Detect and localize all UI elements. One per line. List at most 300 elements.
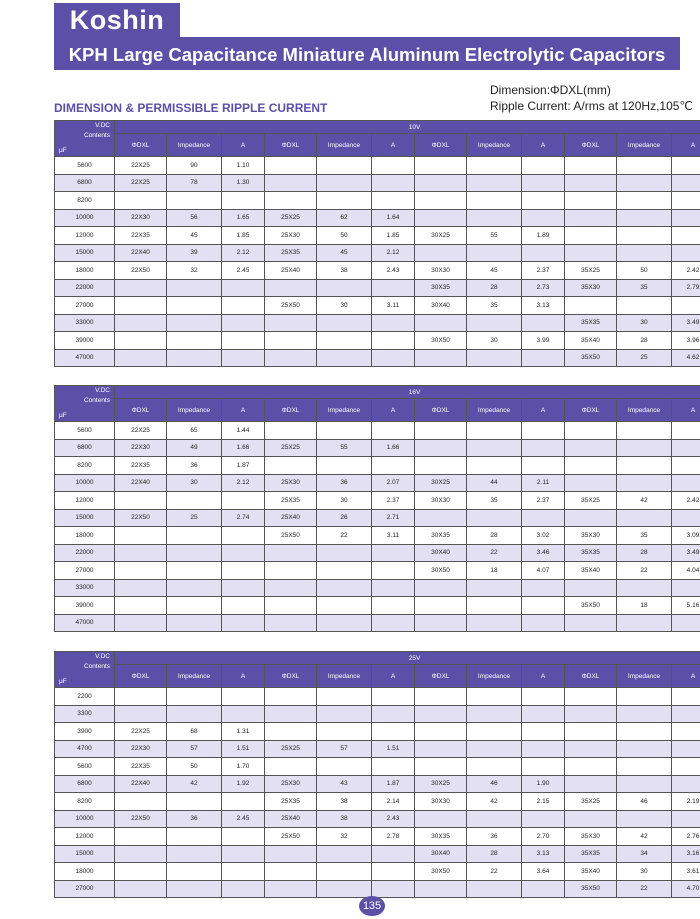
table-cell: 3.46 [522,544,565,562]
table-cell: 57 [167,740,222,758]
table-row [55,174,700,192]
table-cell: 30 [617,863,672,881]
table-row [55,793,700,811]
table-cell [317,597,372,615]
table-cell [522,439,565,457]
table-cell [617,474,672,492]
table-cell [522,579,565,597]
table-row [55,810,700,828]
table-cell [167,828,222,846]
table-cell: 35 [467,492,522,510]
table-cell [317,614,372,632]
table-cell [167,562,222,580]
table-cell: 25X35 [265,492,317,510]
capacitance-cell: 39000 [55,597,115,615]
capacitance-cell: 3300 [55,705,115,723]
table-cell: 55 [317,439,372,457]
table-cell [372,845,415,863]
table-cell [617,174,672,192]
table-cell: 1.89 [522,227,565,245]
table-cell [222,349,265,367]
table-cell: 3.13 [522,297,565,315]
table-cell [672,297,700,315]
table-cell [115,314,167,332]
table-cell [265,863,317,881]
table-cell: 57 [317,740,372,758]
table-cell [522,740,565,758]
table-cell: 3.11 [372,527,415,545]
column-header: A [222,134,265,157]
table-cell: 3.99 [522,332,565,350]
table-row [55,614,700,632]
capacitance-cell: 8200 [55,192,115,210]
table-row [55,422,700,440]
table-cell: 2.12 [222,244,265,262]
table-cell: 3.64 [522,863,565,881]
column-header: Impedance [167,399,222,422]
table-cell [222,332,265,350]
table-row [55,579,700,597]
table-cell [672,810,700,828]
table-cell [115,297,167,315]
table-cell: 42 [617,828,672,846]
table-cell [115,705,167,723]
capacitance-cell: 27000 [55,297,115,315]
table-cell [222,297,265,315]
table-cell: 30X50 [415,863,467,881]
table-cell: 1.65 [222,209,265,227]
table-cell: 25X50 [265,527,317,545]
table-cell [167,597,222,615]
table-cell: 1.87 [222,457,265,475]
table-cell: 2.70 [522,828,565,846]
table-cell [265,562,317,580]
table-cell [167,314,222,332]
table-cell: 25X40 [265,262,317,280]
table-cell: 30X40 [415,845,467,863]
table-cell [222,828,265,846]
table-row [55,297,700,315]
capacitance-cell: 2200 [55,688,115,706]
table-cell [222,880,265,898]
column-header: A [522,134,565,157]
table-cell [265,174,317,192]
table-corner-header [55,652,115,688]
page-title: KPH Large Capacitance Miniature Aluminum Electrolytic Capacitors [54,40,680,70]
table-cell [672,705,700,723]
table-row [55,845,700,863]
table-cell [617,227,672,245]
table-cell: 2.37 [522,492,565,510]
table-cell: 35X50 [565,880,617,898]
table-cell [167,705,222,723]
table-cell [415,614,467,632]
table-cell: 2.78 [372,828,415,846]
table-cell [617,688,672,706]
table-cell [317,880,372,898]
table-row [55,227,700,245]
column-header: ΦDXL [415,134,467,157]
table-cell [467,422,522,440]
table-cell [317,544,372,562]
table-cell: 35X30 [565,828,617,846]
table-cell [467,349,522,367]
table-cell: 25X35 [265,244,317,262]
table-cell: 36 [317,474,372,492]
column-header: A [522,399,565,422]
capacitance-cell: 12000 [55,227,115,245]
table-cell: 3.09 [672,527,700,545]
table-cell: 28 [467,845,522,863]
table-cell: 28 [617,332,672,350]
table-cell [317,422,372,440]
table-cell [372,579,415,597]
table-cell [167,492,222,510]
table-cell [372,174,415,192]
table-cell [467,597,522,615]
table-cell: 49 [167,439,222,457]
table-cell: 3.02 [522,527,565,545]
capacitance-cell: 15000 [55,509,115,527]
table-cell: 3.61 [672,863,700,881]
brand-logo: Koshin [54,3,180,37]
table-cell [317,688,372,706]
uf-label: μF [59,147,67,154]
table-cell: 25X35 [265,793,317,811]
table-cell: 56 [167,209,222,227]
table-cell [565,614,617,632]
column-header: ΦDXL [565,399,617,422]
table-cell: 22 [317,527,372,545]
table-cell: 28 [467,279,522,297]
table-cell: 62 [317,209,372,227]
table-cell: 30X50 [415,332,467,350]
table-cell [115,880,167,898]
table-cell [167,863,222,881]
vdc-label: V.DC [95,653,110,660]
capacitance-cell: 22000 [55,279,115,297]
table-cell [672,439,700,457]
table-cell: 25X25 [265,740,317,758]
table-cell [265,544,317,562]
table-cell [222,863,265,881]
ripple-current-note: Ripple Current: A/rms at 120Hz,105℃ [490,99,693,113]
table-row [55,758,700,776]
table-cell [372,422,415,440]
table-cell [115,828,167,846]
column-header: Impedance [317,134,372,157]
column-header: ΦDXL [415,665,467,688]
table-row [55,863,700,881]
table-cell: 38 [317,810,372,828]
table-cell: 2.43 [372,262,415,280]
table-cell [317,314,372,332]
table-cell: 30 [467,332,522,350]
table-cell: 25X30 [265,474,317,492]
table-cell [672,244,700,262]
table-cell [415,597,467,615]
capacitance-cell: 15000 [55,244,115,262]
capacitance-cell: 6800 [55,174,115,192]
table-cell [115,279,167,297]
table-cell [565,688,617,706]
table-row [55,314,700,332]
capacitance-cell: 5600 [55,157,115,175]
column-header: ΦDXL [265,399,317,422]
capacitance-cell: 12000 [55,828,115,846]
table-cell [167,349,222,367]
column-header: A [672,134,700,157]
table-row [55,880,700,898]
table-cell [565,579,617,597]
voltage-header: 25V [115,652,700,665]
table-cell [467,758,522,776]
table-cell [115,688,167,706]
table-cell [522,192,565,210]
table-cell [167,544,222,562]
capacitance-cell: 5600 [55,422,115,440]
table-cell: 44 [467,474,522,492]
table-corner-header [55,121,115,157]
table-cell [372,332,415,350]
capacitance-cell: 10000 [55,810,115,828]
table-cell [617,157,672,175]
table-cell [167,793,222,811]
table-cell: 30X25 [415,474,467,492]
table-cell [222,192,265,210]
table-cell [222,527,265,545]
table-cell [115,527,167,545]
table-cell: 38 [317,262,372,280]
table-cell: 1.31 [222,723,265,741]
table-row [55,349,700,367]
table-cell: 22X25 [115,422,167,440]
table-cell: 22X50 [115,810,167,828]
capacitance-cell: 4700 [55,740,115,758]
table-cell [265,314,317,332]
table-cell: 30X35 [415,828,467,846]
capacitance-cell: 6800 [55,439,115,457]
table-cell [565,758,617,776]
table-cell: 1.85 [222,227,265,245]
table-cell: 43 [317,775,372,793]
table-cell [265,688,317,706]
table-row [55,474,700,492]
table-cell [167,688,222,706]
table-cell [672,174,700,192]
table-cell [415,192,467,210]
capacitance-cell: 10000 [55,474,115,492]
table-cell: 22X30 [115,439,167,457]
table-cell: 32 [167,262,222,280]
column-header: A [222,665,265,688]
table-cell: 4.70 [672,880,700,898]
table-cell: 35X25 [565,492,617,510]
table-cell [617,810,672,828]
table-cell [467,244,522,262]
table-cell: 35 [617,279,672,297]
table-cell: 22 [617,562,672,580]
table-cell [617,422,672,440]
table-cell: 25X40 [265,509,317,527]
table-cell [415,457,467,475]
table-cell: 28 [617,544,672,562]
table-cell: 78 [167,174,222,192]
table-cell [617,723,672,741]
table-cell: 50 [617,262,672,280]
section-title: DIMENSION & PERMISSIBLE RIPPLE CURRENT [54,101,328,115]
table-cell: 1.44 [222,422,265,440]
table-cell [265,705,317,723]
table-row [55,192,700,210]
table-cell [565,157,617,175]
table-cell [222,793,265,811]
table-cell [467,209,522,227]
table-cell: 22 [467,544,522,562]
table-cell: 30X35 [415,279,467,297]
table-cell: 22X25 [115,157,167,175]
page-number: 135 [359,896,385,916]
column-header: A [372,665,415,688]
table-cell: 34 [617,845,672,863]
table-row [55,157,700,175]
table-cell [372,457,415,475]
table-cell [372,723,415,741]
table-cell [672,209,700,227]
table-cell [167,279,222,297]
table-cell [265,579,317,597]
table-cell [115,845,167,863]
table-cell [415,579,467,597]
table-cell: 22X40 [115,244,167,262]
table-cell [115,863,167,881]
table-cell: 50 [317,227,372,245]
table-cell: 4.07 [522,562,565,580]
table-cell [522,349,565,367]
table-cell: 2.14 [372,793,415,811]
table-cell [672,227,700,245]
table-cell [115,192,167,210]
table-cell [617,775,672,793]
table-cell: 22X40 [115,775,167,793]
table-cell: 35 [467,297,522,315]
table-cell: 1.64 [372,209,415,227]
table-cell: 36 [167,810,222,828]
table-cell: 1.66 [372,439,415,457]
table-cell [372,597,415,615]
table-cell: 30X30 [415,793,467,811]
table-cell: 36 [167,457,222,475]
table-cell [467,192,522,210]
table-cell: 30X25 [415,775,467,793]
table-row [55,457,700,475]
table-cell [617,740,672,758]
table-cell: 30 [317,492,372,510]
table-cell [222,562,265,580]
table-cell: 22X35 [115,227,167,245]
table-cell [565,775,617,793]
table-cell [565,474,617,492]
column-header: A [522,665,565,688]
table-cell [617,614,672,632]
table-cell: 25X25 [265,439,317,457]
table-cell [167,579,222,597]
capacitance-cell: 27000 [55,880,115,898]
table-cell [372,279,415,297]
table-cell: 90 [167,157,222,175]
table-cell: 38 [317,793,372,811]
table-cell: 2.42 [672,262,700,280]
table-cell: 5.16 [672,597,700,615]
table-corner-header [55,386,115,422]
table-cell [115,492,167,510]
table-cell [222,688,265,706]
table-cell [222,597,265,615]
table-cell [222,492,265,510]
table-cell: 2.15 [522,793,565,811]
table-cell: 25X25 [265,209,317,227]
table-cell [372,758,415,776]
table-cell [167,880,222,898]
table-cell: 35X35 [565,845,617,863]
table-cell [672,688,700,706]
table-row [55,527,700,545]
table-cell: 2.12 [372,244,415,262]
column-header: Impedance [317,665,372,688]
column-header: Impedance [617,665,672,688]
table-cell [265,758,317,776]
table-cell: 1.51 [372,740,415,758]
table-cell [265,192,317,210]
table-cell [222,705,265,723]
table-cell [522,723,565,741]
table-row [55,509,700,527]
table-cell [265,845,317,863]
spec-table-16v [54,385,700,632]
table-cell [265,349,317,367]
column-header: Impedance [617,399,672,422]
table-cell [617,297,672,315]
table-cell [522,880,565,898]
table-cell [467,314,522,332]
capacitance-cell: 5600 [55,758,115,776]
vdc-label: V.DC [95,122,110,129]
table-row [55,209,700,227]
table-cell: 22X50 [115,509,167,527]
table-cell [672,157,700,175]
table-cell: 1.10 [222,157,265,175]
table-cell [415,439,467,457]
table-cell: 35 [617,527,672,545]
table-cell [565,192,617,210]
table-cell [115,793,167,811]
table-row [55,279,700,297]
table-cell: 25 [617,349,672,367]
table-row [55,597,700,615]
table-cell: 2.76 [672,828,700,846]
table-cell: 35X30 [565,527,617,545]
table-cell [415,723,467,741]
column-header: Impedance [467,399,522,422]
table-cell [467,705,522,723]
table-row [55,688,700,706]
table-cell: 25X30 [265,775,317,793]
table-cell [617,509,672,527]
table-cell [617,579,672,597]
table-cell: 42 [167,775,222,793]
table-cell [467,157,522,175]
table-cell: 3.49 [672,314,700,332]
